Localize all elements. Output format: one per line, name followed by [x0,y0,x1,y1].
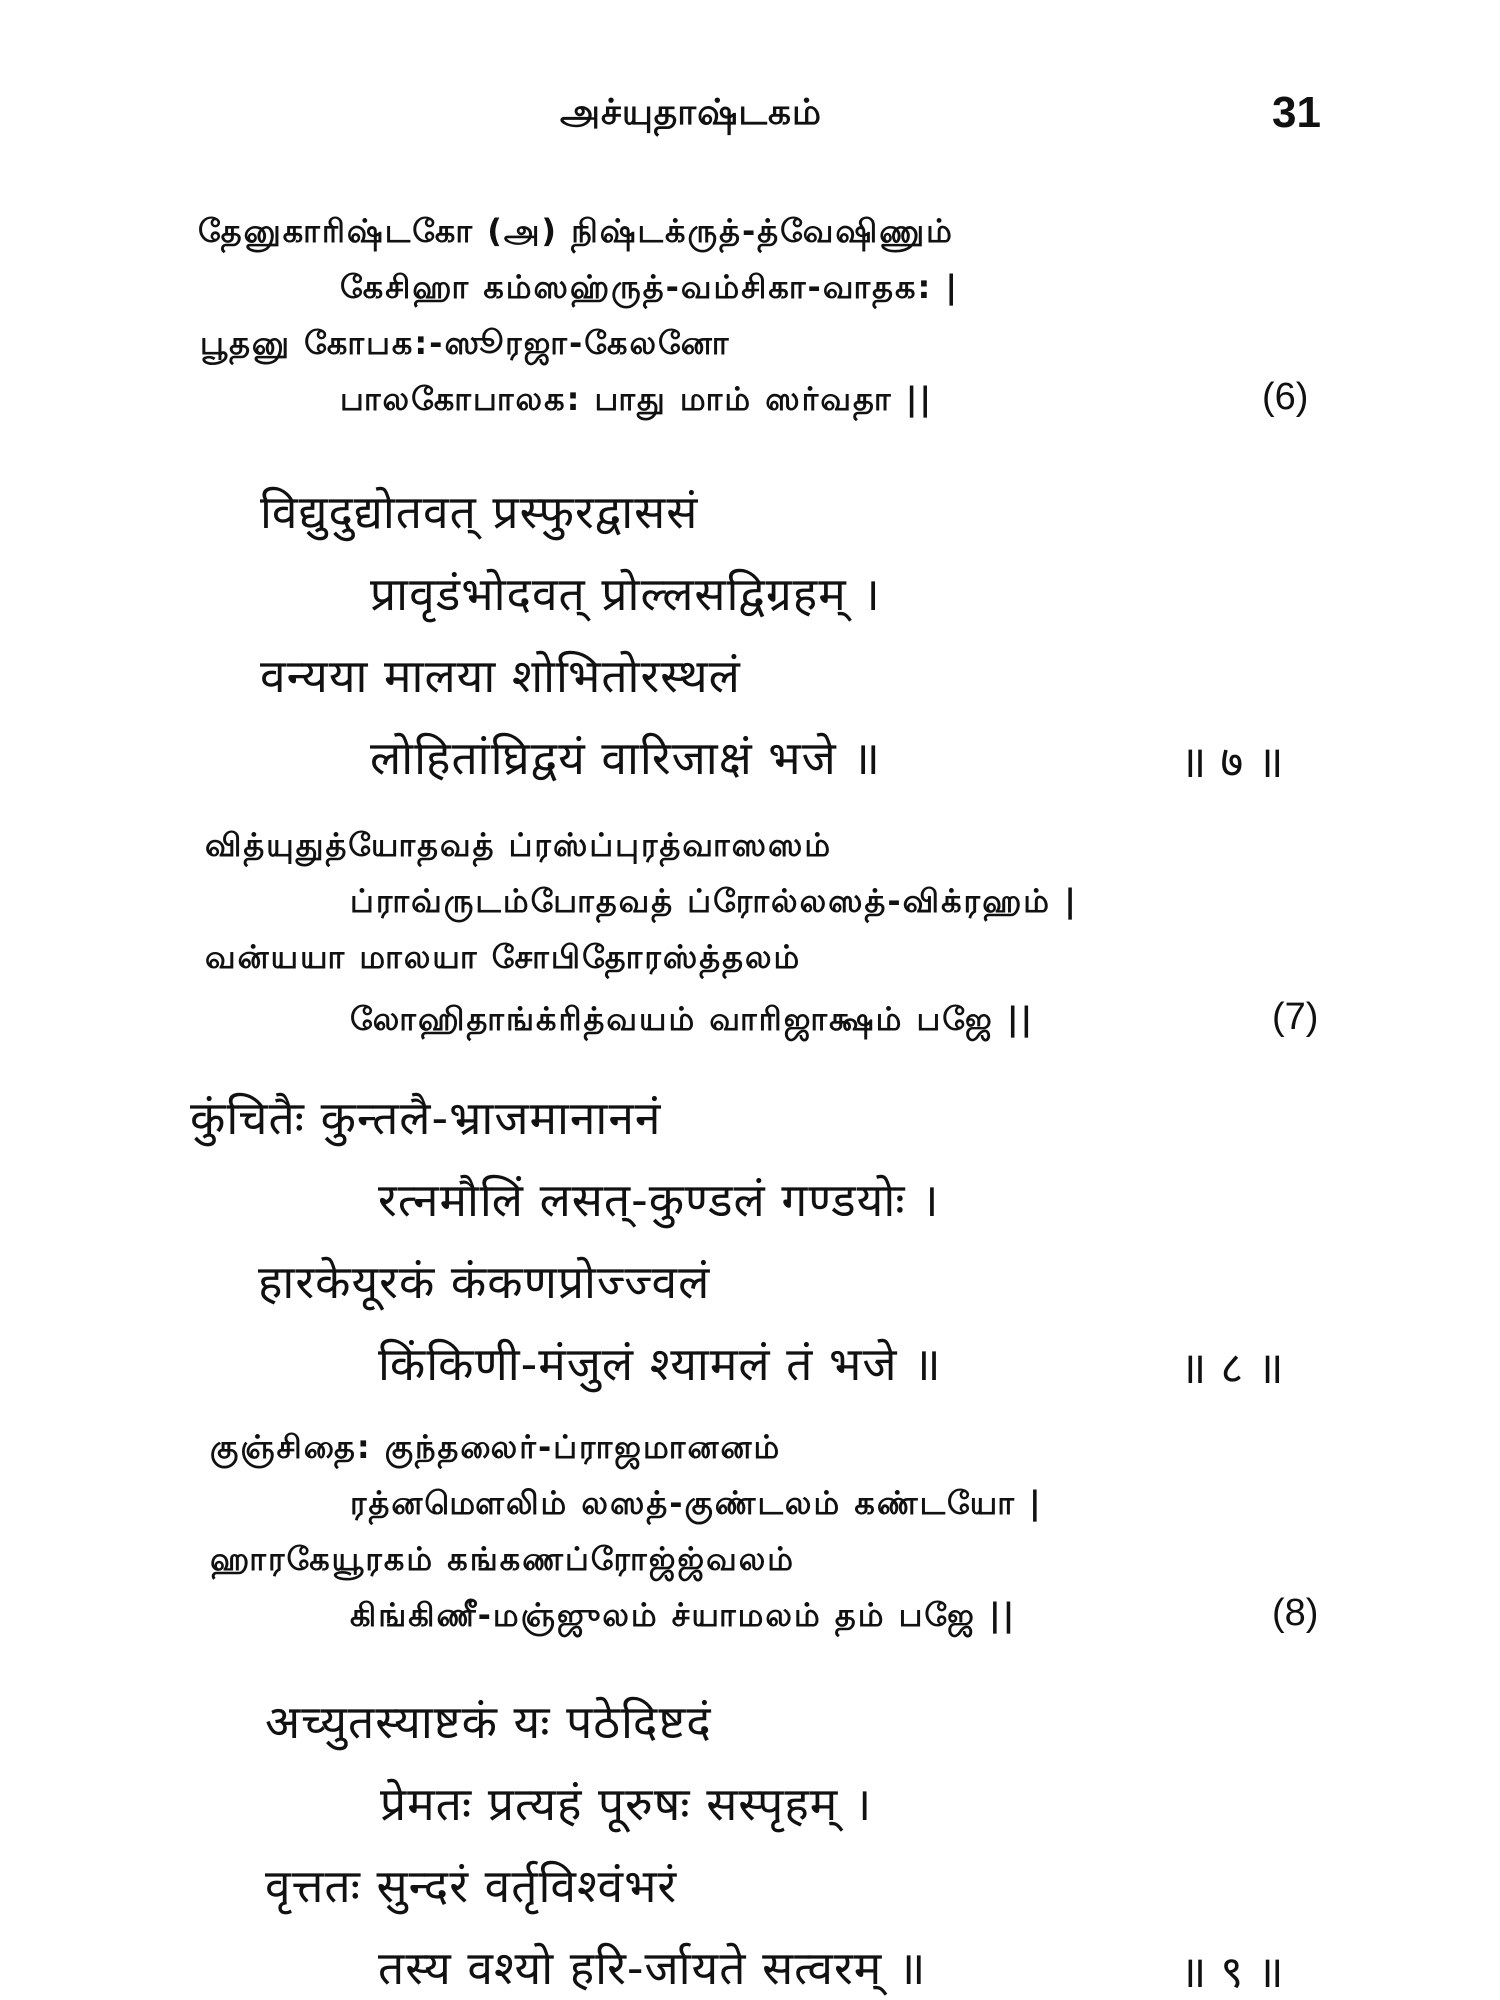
verse7-number: (7) [1272,996,1319,1038]
verse7-sanskrit-line1: विद्युदुद्योतवत् प्रस्फुरद्वाससं [260,485,699,539]
verse8-tamil-line4: கிங்கிணீ-மஞ்ஜுலம் ச்யாமலம் தம் பஜே || [350,1596,1017,1634]
verse7-sanskrit-line4: लोहितांघ्रिद्वयं वारिजाक्षं भजे ॥ [370,731,881,785]
verse8-sanskrit-line2: रत्नमौलिं लसत्-कुण्डलं गण्डयोः । [378,1173,940,1227]
verse7-tamil-line2: ப்ராவ்ருடம்போதவத் ப்ரோல்லஸத்-விக்ரஹம் | [350,882,1078,920]
verse9-sanskrit-line2: प्रेमतः प्रत्यहं पूरुषः सस्पृहम् । [380,1777,873,1831]
verse6-tamil-line4: பாலகோபாலக: பாது மாம் ஸர்வதா || [340,380,934,418]
verse8-number: (8) [1272,1592,1319,1634]
page-header-title: அச்யுதாஷ்டகம் [560,92,823,133]
page-number: 31 [1272,88,1321,137]
verse6-number: (6) [1262,376,1309,418]
verse8-sanskrit-number: ॥ ८ ॥ [1180,1343,1284,1394]
verse7-tamil-line4: லோஹிதாங்க்ரித்வயம் வாரிஜாக்ஷம் பஜே || [350,1000,1035,1038]
verse8-sanskrit-line4: किंकिणी-मंजुलं श्यामलं तं भजे ॥ [378,1337,942,1391]
verse7-sanskrit-line2: प्रावृडंभोदवत् प्रोल्लसद्विग्रहम् । [370,567,881,621]
verse9-sanskrit-line3: वृत्ततः सुन्दरं वर्तृविश्वंभरं [265,1859,678,1913]
verse7-sanskrit-line3: वन्यया मालया शोभितोरस्थलं [260,649,741,703]
verse8-tamil-line2: ரத்னமௌலிம் லஸத்-குண்டலம் கண்டயோ | [350,1484,1043,1522]
verse7-tamil-line3: வன்யயா மாலயா சோபிதோரஸ்த்தலம் [205,938,802,976]
verse8-tamil-line1: குஞ்சிதை: குந்தலைர்-ப்ராஜமானனம் [210,1428,782,1466]
verse9-sanskrit-number: ॥ ९ ॥ [1180,1947,1284,1998]
verse6-tamil-line3: பூதனு கோபக:-ஸூரஜா-கேலனோ [200,324,731,362]
verse9-sanskrit-line4: तस्य वश्यो हरि-र्जायते सत्वरम् ॥ [378,1941,927,1995]
verse9-sanskrit-line1: अच्युतस्याष्टकं यः पठेदिष्टदं [265,1695,712,1749]
verse8-sanskrit-line1: कुंचितैः कुन्तलै-भ्राजमानाननं [190,1091,662,1145]
verse8-tamil-line3: ஹாரகேயூரகம் கங்கணப்ரோஜ்ஜ்வலம் [210,1540,796,1578]
verse7-sanskrit-number: ॥ ७ ॥ [1180,737,1284,788]
verse6-tamil-line2: கேசிஹா கம்ஸஹ்ருத்-வம்சிகா-வாதக: | [340,268,960,306]
verse7-tamil-line1: வித்யுதுத்யோதவத் ப்ரஸ்ப்புரத்வாஸஸம் [205,826,833,864]
verse8-sanskrit-line3: हारकेयूरकं कंकणप्रोज्ज्वलं [258,1255,711,1309]
verse6-tamil-line1: தேனுகாரிஷ்டகோ (அ) நிஷ்டக்ருத்-த்வேஷிணும் [198,212,954,250]
